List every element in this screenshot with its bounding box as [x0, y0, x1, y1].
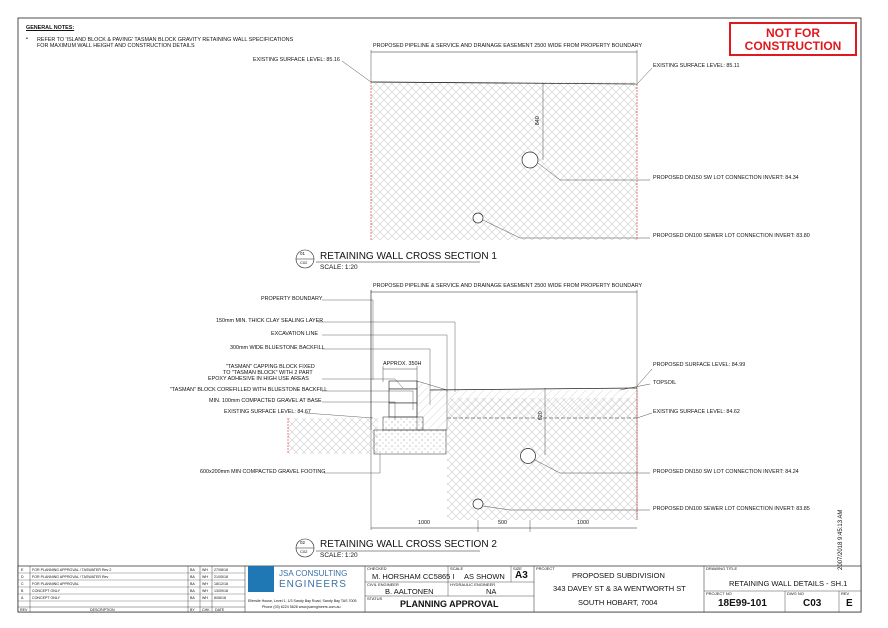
revision-date: 21/05/18	[214, 575, 228, 579]
section2-left-ground	[288, 418, 378, 454]
revision-by: BA	[190, 582, 195, 586]
section1-sewer-pipe	[473, 213, 483, 223]
date-stamp: 2007/2018 9:45:13 AM	[838, 509, 844, 570]
hydraulic-engineer-value: NA	[486, 587, 497, 596]
scale-label: SCALE	[450, 566, 464, 571]
label-bluestone-backfill: 300mm WIDE BLUESTONE BACKFILL	[230, 345, 325, 351]
stamp-line1: NOT FOR	[766, 26, 820, 40]
section2-depth-value: 620	[537, 411, 544, 421]
proposed-surface-line	[430, 388, 637, 390]
note-bullet: •	[26, 36, 28, 42]
revision-chk: WH	[202, 596, 208, 600]
status-label: STATUS	[367, 596, 383, 601]
section2-scale: SCALE: 1:20	[320, 552, 358, 559]
revision-by: BA	[190, 596, 195, 600]
label-corefilled: "TASMAN" BLOCK COREFILLED WITH BLUESTONE BACKFILL	[170, 387, 328, 393]
project-label: PROJECT	[536, 566, 555, 571]
size-label: SIZE	[513, 566, 522, 571]
size-value: A3	[515, 570, 528, 581]
revision-date: 8/08/18	[214, 596, 226, 600]
rev-value: E	[846, 598, 853, 609]
rev-header-rev: REV	[20, 608, 28, 612]
label-capping-1: "TASMAN" CAPPING BLOCK FIXED	[226, 364, 315, 370]
dim-1000-right: 1000	[577, 520, 589, 526]
section1-ground-hatch	[371, 82, 637, 240]
section2-sewer-label: PROPOSED DN100 SEWER LOT CONNECTION INVERT: 83.85	[653, 506, 810, 512]
revision-chk: WH	[202, 575, 208, 579]
project-no-label: PROJECT NO	[706, 591, 732, 596]
checked-value: M. HORSHAM CC5865 I	[372, 572, 455, 581]
civil-engineer-value: B. AALTONEN	[385, 587, 434, 596]
bluestone-backfill	[417, 381, 447, 430]
section1-existing-right: EXISTING SURFACE LEVEL: 85.11	[653, 63, 740, 69]
revision-by: BA	[190, 568, 195, 572]
revision-rev: A	[21, 596, 24, 600]
section2-number: 02	[300, 540, 306, 545]
project-no-value: 18E99-101	[718, 598, 767, 609]
scale-value: AS SHOWN	[464, 572, 505, 581]
stamp-line2: CONSTRUCTION	[744, 39, 842, 53]
section2-sw-label: PROPOSED DN150 SW LOT CONNECTION INVERT: 84.24	[653, 469, 799, 475]
revision-chk: WH	[202, 589, 208, 593]
general-note-line1: REFER TO 'ISLAND BLOCK & PAVING' TASMAN BLOCK GRAVITY RETAINING WALL SPECIFICATIONS	[37, 37, 294, 43]
revision-by: BA	[190, 575, 195, 579]
drawing-title-label: DRAWING TITLE	[706, 566, 738, 571]
revision-date: 18/12/18	[214, 582, 228, 586]
section1-sewer-label: PROPOSED DN100 SEWER LOT CONNECTION INVERT: 83.80	[653, 233, 810, 239]
jsa-logo-icon	[248, 566, 274, 592]
company-line1: JSA CONSULTING	[279, 569, 348, 578]
revision-rev: D	[21, 575, 24, 579]
rev-label: REV	[841, 591, 850, 596]
drawing-title-value: RETAINING WALL DETAILS - SH.1	[729, 579, 848, 588]
rev-header-desc: DESCRIPTION	[90, 608, 115, 612]
company-line2: ENGINEERS	[279, 579, 347, 590]
section2-easement-label: PROPOSED PIPELINE & SERVICE AND DRAINAGE EASEMENT 2500 WIDE FROM PROPERTY BOUNDARY	[373, 283, 643, 289]
section2-existing-right: EXISTING SURFACE LEVEL: 84.62	[653, 409, 740, 415]
label-gravel-base: MIN. 100mm COMPACTED GRAVEL AT BASE	[209, 398, 322, 404]
project-line2: 343 DAVEY ST & 3A WENTWORTH ST	[553, 584, 686, 593]
status-value: PLANNING APPROVAL	[400, 599, 499, 609]
hydraulic-engineer-label: HYDRAULIC ENGINEER	[450, 582, 496, 587]
revision-by: BA	[190, 589, 195, 593]
revision-desc: CONCEPT ONLY	[32, 589, 61, 593]
footing	[374, 430, 446, 454]
label-capping-3: EPOXY ADHESIVE IN HIGH USE AREAS	[208, 376, 309, 382]
revision-desc: FOR PLANNING APPROVAL	[32, 582, 79, 586]
tasman-block-lower	[389, 403, 417, 417]
revision-desc: FOR PLANNING APPROVAL / TASWATER Rev 2	[32, 568, 112, 572]
approx-height: APPROX. 350H	[383, 361, 422, 367]
label-gravel-footing: 600x200mm MIN COMPACTED GRAVEL FOOTING	[200, 469, 326, 475]
revision-rev: B	[21, 589, 24, 593]
revision-rev: C	[21, 582, 24, 586]
company-contact: Phone (03) 6224 5626 www.jsaengineers.com.au	[262, 605, 341, 609]
civil-engineer-label: CIVIL ENGINEER	[367, 582, 399, 587]
label-clay-sealing: 150mm MIN. THICK CLAY SEALING LAYER	[216, 318, 324, 324]
section1-easement-label: PROPOSED PIPELINE & SERVICE AND DRAINAGE EASEMENT 2500 WIDE FROM PROPERTY BOUNDARY	[373, 43, 643, 49]
general-notes-heading: GENERAL NOTES:	[26, 25, 75, 31]
dwg-no-label: DWG NO	[787, 591, 804, 596]
section2-sewer-pipe	[473, 499, 483, 509]
company-address: Ellerslie House, Level 1, 1/3 Sandy Bay Road, Sandy Bay TAS 7005	[248, 599, 357, 603]
revision-date: 13/09/18	[214, 589, 228, 593]
dim-500: 500	[498, 520, 507, 526]
revision-desc: CONCEPT ONLY	[32, 596, 61, 600]
section2-title: RETAINING WALL CROSS SECTION 2	[320, 539, 497, 550]
checked-label: CHECKED	[367, 566, 387, 571]
section2-sw-pipe	[521, 449, 536, 464]
label-excavation-line: EXCAVATION LINE	[271, 331, 319, 337]
section1-scale: SCALE: 1:20	[320, 264, 358, 271]
not-for-construction-stamp	[729, 22, 857, 56]
project-line1: PROPOSED SUBDIVISION	[572, 571, 665, 580]
dwg-no-value: C03	[803, 598, 822, 609]
section1-depth-value: 840	[534, 116, 541, 126]
section1-sw-label: PROPOSED DN150 SW LOT CONNECTION INVERT: 84.34	[653, 175, 799, 181]
section1-title: RETAINING WALL CROSS SECTION 1	[320, 251, 497, 262]
rev-header-chk: CHK	[202, 608, 210, 612]
revision-date: 27/08/18	[214, 568, 228, 572]
section2-ref: C02	[300, 549, 308, 554]
dim-1000-left: 1000	[418, 520, 430, 526]
rev-header-by: BY	[190, 608, 195, 612]
label-property-boundary: PROPERTY BOUNDARY	[261, 296, 323, 302]
section1-existing-left: EXISTING SURFACE LEVEL: 85.16	[253, 57, 340, 63]
revision-rev: E	[21, 568, 24, 572]
proposed-surface-label: PROPOSED SURFACE LEVEL: 84.99	[653, 362, 746, 368]
revision-desc: FOR PLANNING APPROVAL / TASWATER Rev	[32, 575, 109, 579]
section1-number: 01	[300, 251, 306, 256]
label-capping-2: TO "TASMAN BLOCK" WITH 2 PART	[223, 370, 313, 376]
revision-chk: WH	[202, 568, 208, 572]
general-note-line2: FOR MAXIMUM WALL HEIGHT AND CONSTRUCTION DETAILS	[37, 43, 195, 49]
topsoil-label: TOPSOIL	[653, 380, 677, 386]
label-existing-left: EXISTING SURFACE LEVEL: 84.67	[224, 409, 311, 415]
section1-sw-pipe	[522, 152, 538, 168]
rev-header-date: DATE	[215, 608, 225, 612]
revision-chk: WH	[202, 582, 208, 586]
section1-ref: C02	[300, 260, 308, 265]
project-line3: SOUTH HOBART, 7004	[578, 598, 658, 607]
